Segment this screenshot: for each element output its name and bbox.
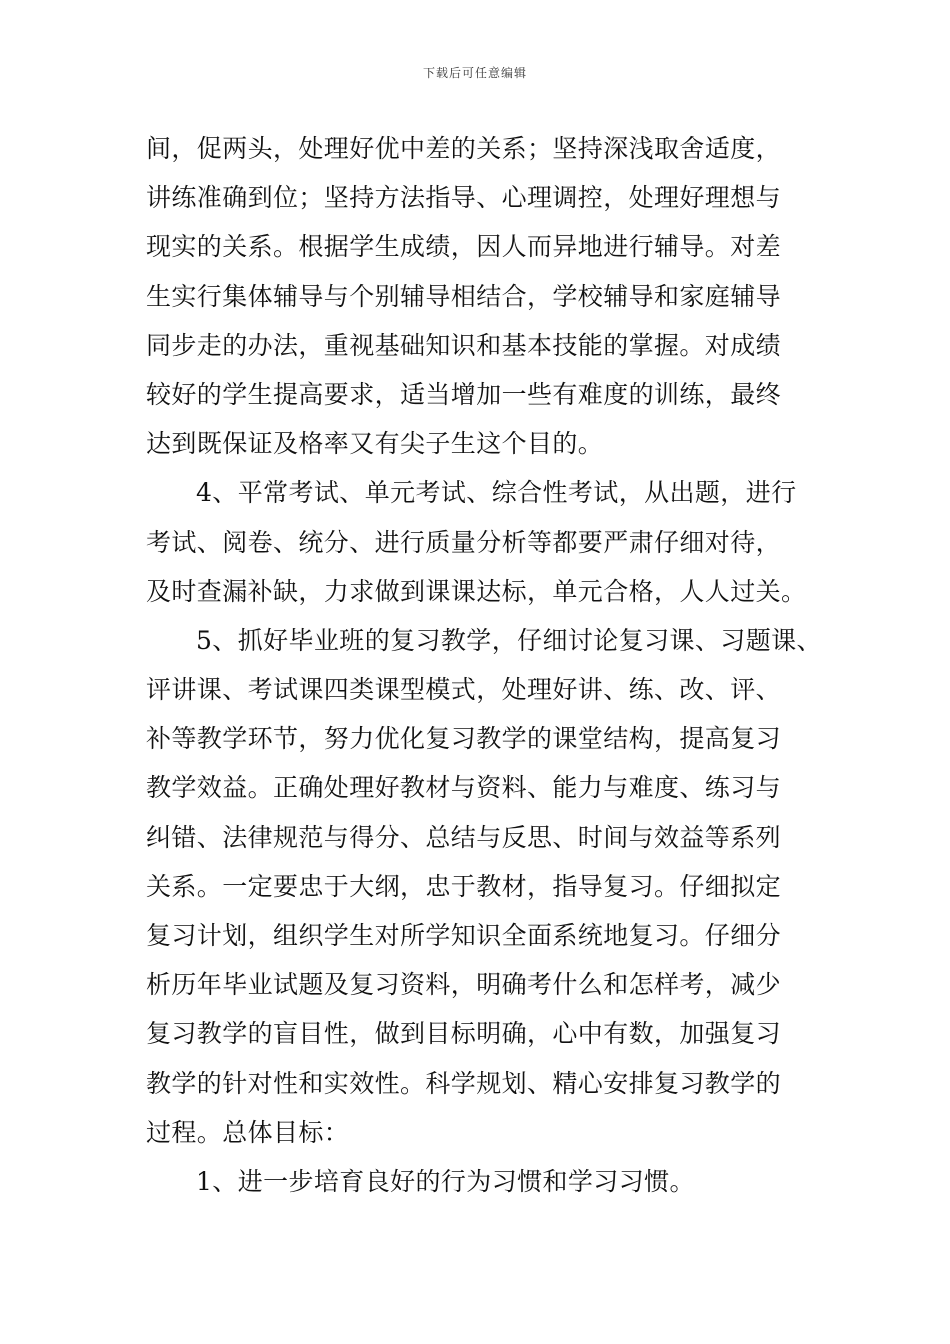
text-line: 教学的针对性和实效性。科学规划、精心安排复习教学的: [146, 1068, 782, 1098]
text-line: 间，促两头，处理好优中差的关系；坚持深浅取舍适度，: [146, 134, 782, 163]
document-body: [146, 124, 826, 1206]
text-line: 现实的关系。根据学生成绩，因人而异地进行辅导。对差: [146, 232, 782, 262]
text-line: 同步走的办法，重视基础知识和基本技能的掌握。对成绩: [146, 330, 782, 360]
page-header: 下载后可任意编辑: [422, 66, 527, 80]
paragraph-start-line: 1、进一步培育良好的行为习惯和学习习惯。: [196, 1166, 695, 1196]
text-line: 评讲课、考试课四类课型模式，处理好讲、练、改、评、: [146, 675, 782, 705]
text-line: 生实行集体辅导与个别辅导相结合，学校辅导和家庭辅导: [146, 281, 782, 311]
text-line: 较好的学生提高要求，适当增加一些有难度的训练，最终: [146, 379, 782, 409]
text-line: 析历年毕业试题及复习资料，明确考什么和怎样考，减少: [146, 970, 782, 1000]
text-line: 关系。一定要忠于大纲，忠于教材，指导复习。仔细拟定: [146, 871, 782, 901]
text-line: 考试、阅卷、统分、进行质量分析等都要严肃仔细对待，: [146, 527, 782, 557]
text-line: 补等教学环节，努力优化复习教学的课堂结构，提高复习: [146, 724, 782, 754]
text-line: 复习计划，组织学生对所学知识全面系统地复习。仔细分: [146, 921, 782, 950]
text-line: 复习教学的盲目性，做到目标明确，心中有数，加强复习: [146, 1019, 782, 1049]
text-line: 达到既保证及格率又有尖子生这个目的。: [146, 429, 604, 459]
text-line: 纠错、法律规范与得分、总结与反思、时间与效益等系列: [146, 822, 782, 852]
text-line: 教学效益。正确处理好教材与资料、能力与难度、练习与: [146, 773, 782, 803]
paragraph-start-line: 5、抓好毕业班的复习教学，仔细讨论复习课、习题课、: [196, 625, 822, 655]
paragraph-start-line: 4、平常考试、单元考试、综合性考试，从出题，进行: [196, 478, 797, 508]
text-line: 过程。总体目标：: [146, 1117, 350, 1147]
text-line: 及时查漏补缺，力求做到课课达标，单元合格，人人过关。: [146, 576, 807, 606]
text-line: 讲练准确到位；坚持方法指导、心理调控，处理好理想与: [146, 183, 782, 213]
